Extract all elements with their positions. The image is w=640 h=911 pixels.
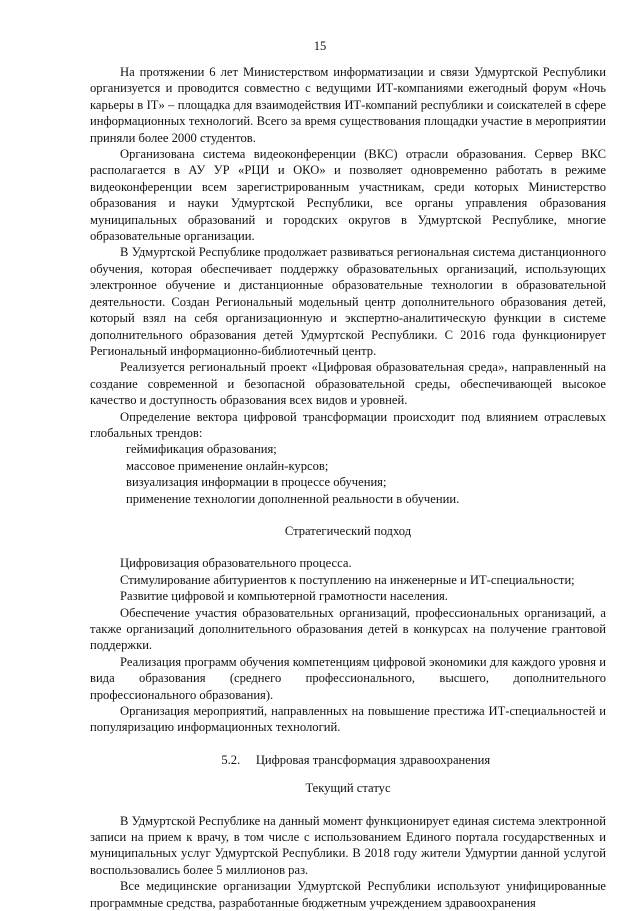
paragraph: Реализуется региональный проект «Цифровая образовательная среда», направленный на создание современной и безопасной образовательной среды, обеспечивающей высокое качество и доступность образования всех видов и уровней. <box>90 360 606 408</box>
list-item: Развитие цифровой и компьютерной грамотности населения. <box>120 589 448 604</box>
section-heading <box>90 752 606 768</box>
paragraph: Реализация программ обучения компетенциям цифровой экономики для каждого уровня и вида образования (среднего профессионального, высшего, дополнительного профессионального образования). <box>90 654 606 702</box>
list-item: Цифровизация образовательного процесса. <box>120 556 352 571</box>
strategic-list <box>90 555 606 604</box>
paragraph: Организация мероприятий, направленных на повышение престижа ИТ-специальностей и популяризацию информационных технологий. <box>90 704 606 735</box>
strategic-heading: Стратегический подход <box>284 523 412 538</box>
list-item: применение технологии дополненной реальности в обучении. <box>126 491 460 506</box>
paragraph: Обеспечение участия образовательных организаций, профессиональных организаций, а также организаций дополнительного образования детей в конкурсах на получение грантовой поддержки. <box>90 605 606 653</box>
status-heading: Текущий статус <box>305 781 391 796</box>
paragraph: Все медицинские организации Удмуртской Республики используют унифицированные программные средства, разработанные бюджетным учреждением здравоохранения <box>90 879 606 910</box>
section-number: 5.2. <box>221 752 241 767</box>
page-number: 15 <box>313 39 327 53</box>
list-item: массовое применение онлайн-курсов; <box>126 458 329 473</box>
list-item: геймификация образования; <box>126 442 277 457</box>
list-item: визуализация информации в процессе обучения; <box>126 475 387 490</box>
paragraph: В Удмуртской Республике продолжает развиваться региональная система дистанционного обучения, которая обеспечивает поддержку образовательных организаций, использующих электронное обучение и дистанционные образовательные технологии в образовательной деятельности. Создан Региональный модельный центр дополнительного образования детей, который взял на себя организационную и экспертно-аналитическую функции в системе дополнительного образования детей Удмуртской Республики. С 2016 года функционирует Региональный информационно-библиотечный центр. <box>90 245 606 358</box>
paragraph: В Удмуртской Республике на данный момент функционирует единая система электронной записи на прием к врачу, в том числе с использованием Единого портала государственных и муниципальных услуг Удмуртской Республики. В 2018 году жители Удмуртии данной услугой воспользовались более 5 миллионов раз. <box>90 813 606 877</box>
paragraph: Определение вектора цифровой трансформации происходит под влиянием отраслевых глобальных трендов: <box>90 409 606 440</box>
paragraph: Организована система видеоконференции (ВКС) отрасли образования. Сервер ВКС располагается в АУ УР «РЦИ и ОКО» и позволяет одновременно работать в режиме видеоконференции всем зарегистрированным участникам, среди которых Министерство образования и науки Удмуртской Республики, все органы управления образования муниципальных образований и городских округов в Удмуртской Республике, многие образовательные организации. <box>90 147 606 244</box>
list-item: Стимулирование абитуриентов к поступлению на инженерные и ИТ-специальности; <box>120 572 575 587</box>
paragraph: На протяжении 6 лет Министерством информатизации и связи Удмуртской Республики организуется и проводится совместно с ведущими ИТ-компаниями ежегодный форум «Ночь карьеры в IT» – площадка для взаимодействия ИТ-компаний республики и соискателей в сфере информационных технологий. Всего за время существования площадки участие в мероприятии приняли более 2000 студентов. <box>90 65 606 145</box>
section-title: Цифровая трансформация здравоохранения <box>255 752 491 767</box>
trends-list <box>90 441 606 507</box>
page-content <box>90 64 606 911</box>
